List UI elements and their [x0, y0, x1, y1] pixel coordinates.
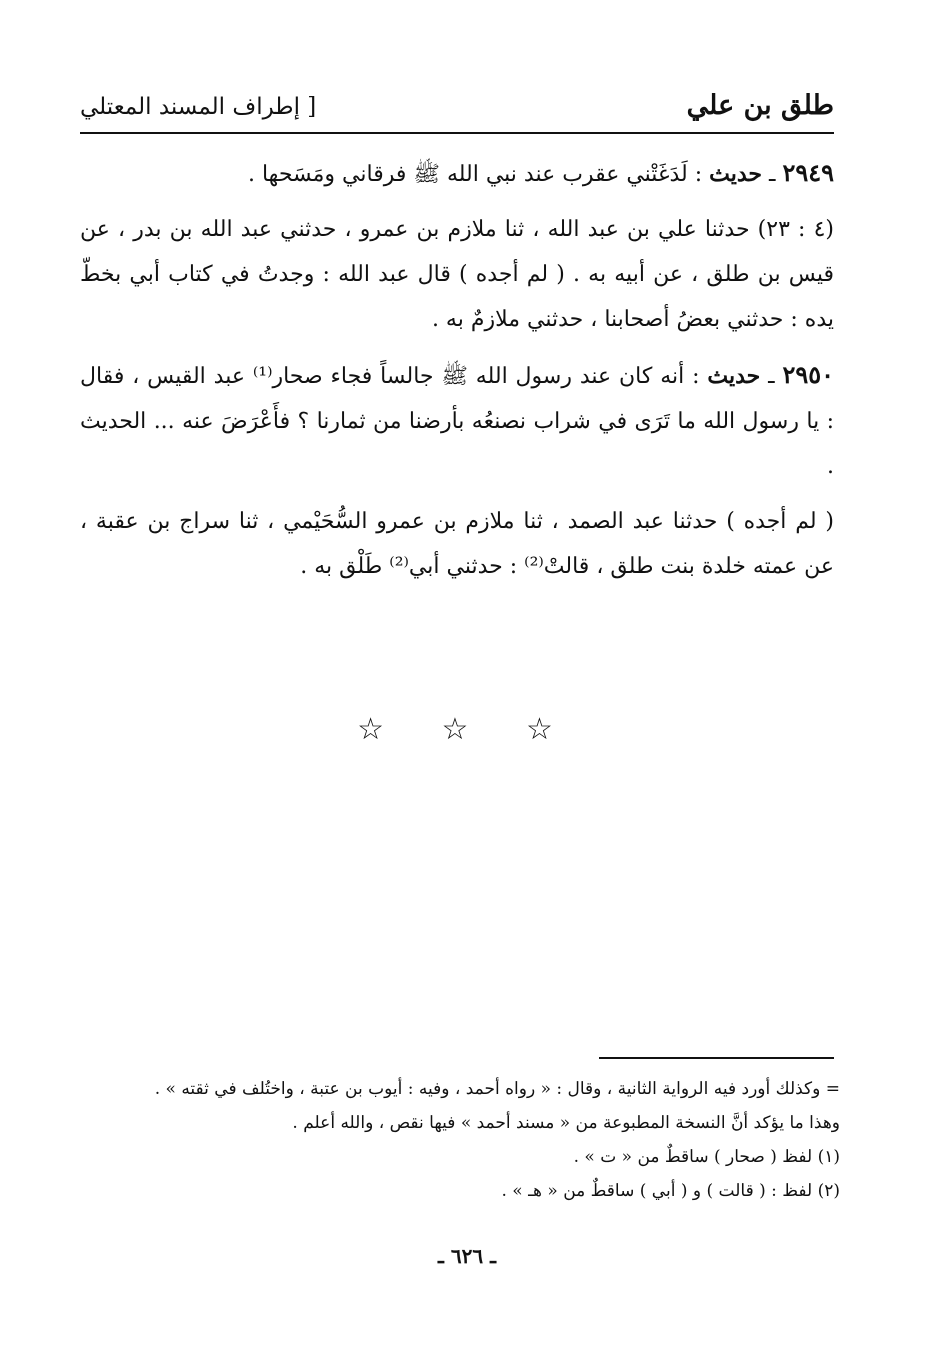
hadith-label: حديث: [707, 363, 761, 389]
chapter-title: طلق بن علي: [686, 90, 834, 121]
entry-dash: ـ: [768, 162, 776, 187]
hadith-entry: [80, 352, 834, 489]
footnote-rule: [599, 1057, 834, 1059]
book-title: [ إطراف المسند المعتلي: [80, 94, 317, 120]
footnotes: [80, 1072, 840, 1208]
entry-dash: ـ: [768, 364, 775, 389]
main-text: [80, 150, 834, 599]
footnote-line: = وكذلك أورد فيه الرواية الثانية ، وقال : « رواه أحمد ، وفيه : أيوب بن عتبة ، واختُلف في ثقته » .: [154, 1079, 840, 1099]
page-number: ـ ٦٢٦ ـ: [438, 1244, 496, 1268]
hadith-source: ( لم أجده ) حدثنا عبد الصمد ، ثنا ملازم بن عمرو السُّحَيْمي ، ثنا سراج بن عقبة ، عن عمته خلدة بنت طلق ، قالتْ⁽²⁾ : حدثني أبي⁽²⁾ طَلْق به .: [80, 509, 834, 579]
footnote-line: (١) لفظ ( صحار ) ساقطٌ من « ت » .: [573, 1147, 840, 1167]
footnote-line: (٢) لفظ : ( قالت ) و ( أبي ) ساقطٌ من « هـ » .: [501, 1181, 840, 1201]
running-header: [80, 88, 834, 134]
section-separator-stars: ☆ ☆ ☆: [357, 712, 577, 747]
hadith-source: (٤ : ٢٣) حدثنا علي بن عبد الله ، ثنا ملازم بن عمرو ، حدثني عبد الله بن بدر ، عن قيس بن طلق ، عن أبيه به . ( لم أجده ) قال عبد الله : وجدتُ في كتاب أبي بخطّ يده : حدثني بعضُ أصحابنا ، حدثني ملازمٌ به .: [80, 217, 834, 332]
hadith-text: : أنه كان عند رسول الله ﷺ جالساً فجاء صحار⁽¹⁾ عبد القيس ، فقال : يا رسول الله ما تَرَى في شراب نصنعُه بأرضنا من ثمارنا ؟ فأَعْرَضَ عنه ... الحديث .: [80, 364, 834, 479]
hadith-text: : لَدَغَتْني عقرب عند نبي الله ﷺ فرقاني ومَسَحها .: [247, 162, 703, 187]
footnote-line: وهذا ما يؤكد أنَّ النسخة المطبوعة من « مسند أحمد » فيها نقص ، والله أعلم .: [292, 1113, 840, 1133]
hadith-number: ٢٩٤٩: [782, 158, 834, 187]
hadith-entry: [80, 150, 834, 197]
hadith-number: ٢٩٥٠: [782, 360, 835, 389]
hadith-label: حديث: [709, 161, 762, 187]
